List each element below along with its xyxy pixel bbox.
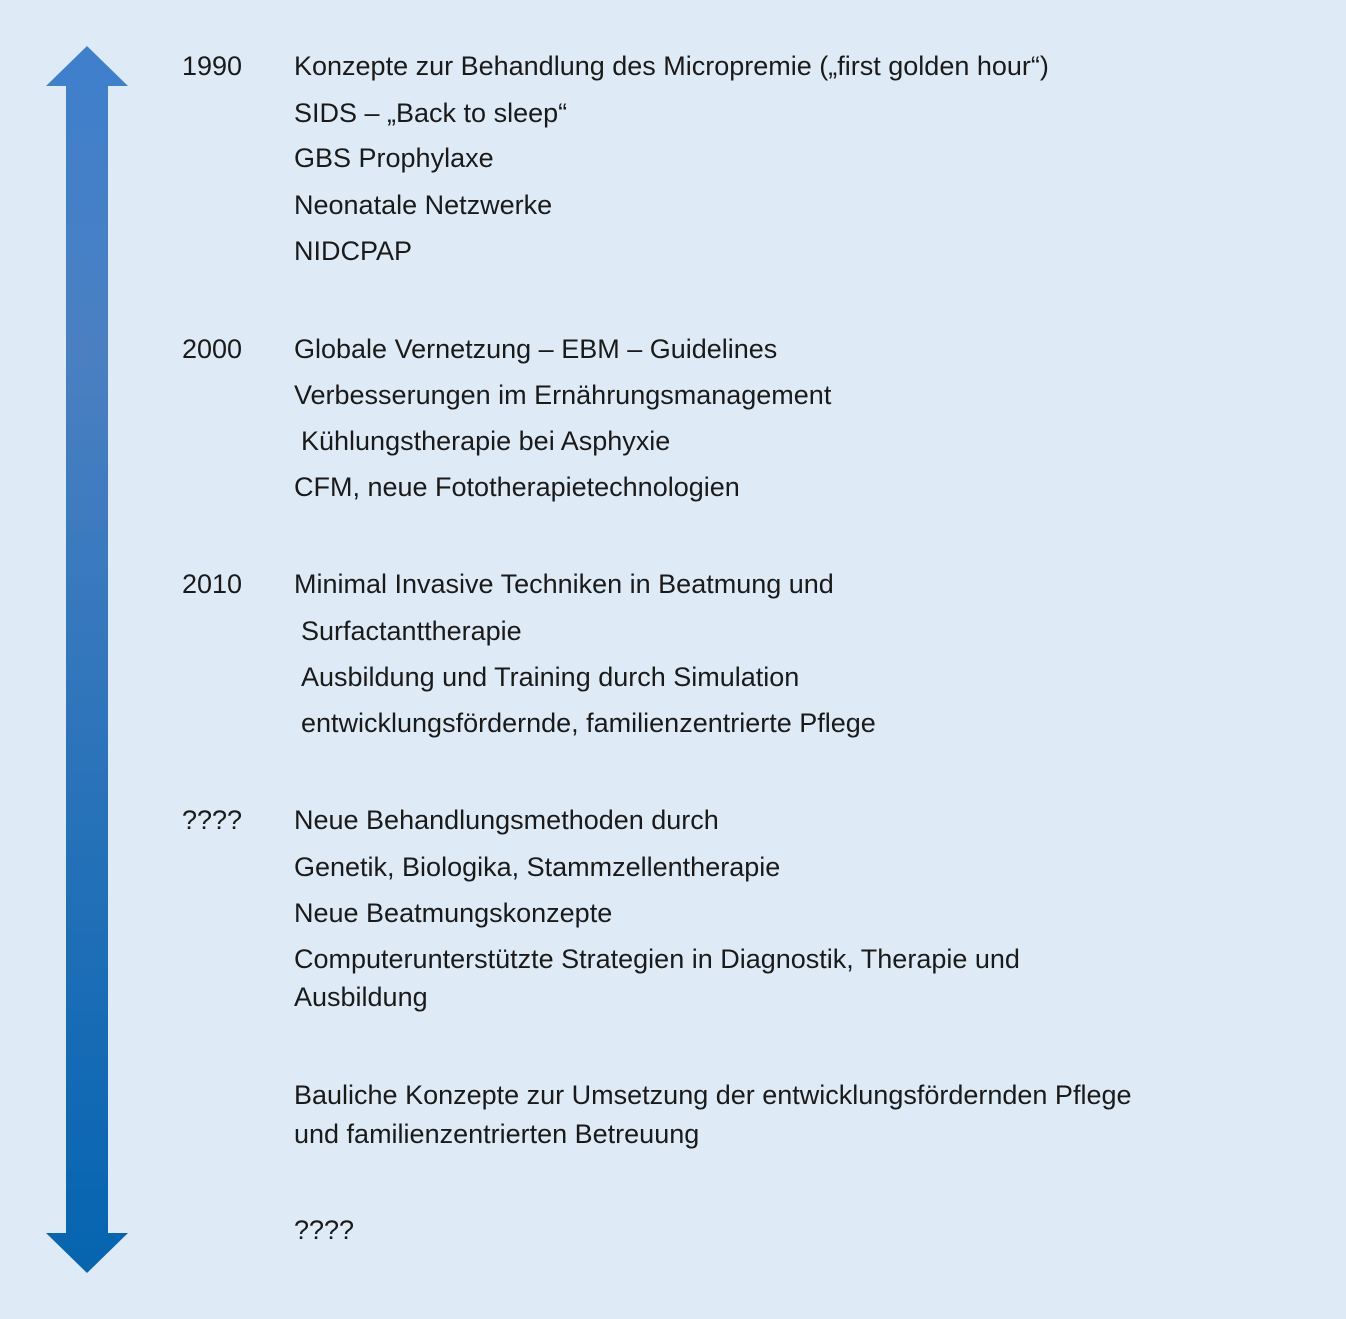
timeline-item: CFM, neue Fototherapietechnologien [294, 472, 740, 502]
timeline-item: Ausbildung und Training durch Simulation [301, 662, 800, 692]
year-label-1990: 1990 [182, 51, 243, 81]
timeline-item: Minimal Invasive Techniken in Beatmung und [294, 569, 834, 599]
timeline-item: Computerunterstützte Strategien in Diagnostik, Therapie und [294, 944, 1020, 974]
timeline-item: Neue Beatmungskonzepte [294, 898, 613, 928]
timeline-item: NIDCPAP [294, 236, 413, 266]
arrow-shape [46, 46, 128, 1273]
year-label-2010: 2010 [182, 569, 243, 599]
double-headed-timeline-arrow [46, 46, 128, 1274]
timeline-item: GBS Prophylaxe [294, 143, 494, 173]
timeline-item: Bauliche Konzepte zur Umsetzung der entwicklungsfördernden Pflege [294, 1080, 1132, 1110]
timeline-item: Genetik, Biologika, Stammzellentherapie [294, 852, 781, 882]
timeline-item: Neonatale Netzwerke [294, 190, 553, 220]
timeline-item: entwicklungsfördernde, familienzentrierte Pflege [301, 708, 876, 738]
timeline-item-open-question: ???? [294, 1215, 355, 1245]
timeline-item: Ausbildung [294, 982, 428, 1012]
timeline-item: Neue Behandlungsmethoden durch [294, 805, 719, 835]
timeline-item: Kühlungstherapie bei Asphyxie [301, 426, 671, 456]
timeline-item: SIDS – „Back to sleep“ [294, 98, 568, 128]
timeline-item: und familienzentrierten Betreuung [294, 1119, 700, 1149]
timeline-item: Konzepte zur Behandlung des Micropremie („first golden hour“) [294, 51, 1049, 81]
timeline-item: Surfactanttherapie [301, 616, 522, 646]
year-label-unknown: ???? [182, 805, 243, 835]
year-label-2000: 2000 [182, 334, 243, 364]
timeline-item: Globale Vernetzung – EBM – Guidelines [294, 334, 778, 364]
timeline-item: Verbesserungen im Ernährungsmanagement [294, 380, 832, 410]
